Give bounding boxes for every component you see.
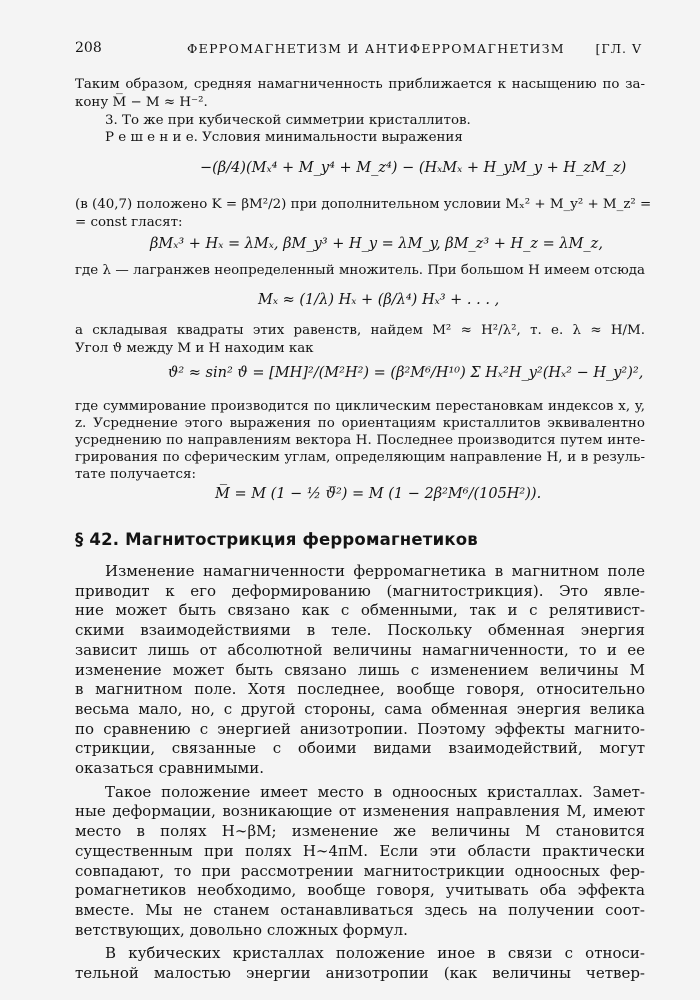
equation-minimum-condition: −(β/4)(Mₓ⁴ + M_y⁴ + M_z⁴) − (HₓMₓ + H_yM_y + H_zM_z) [200, 160, 627, 176]
chapter-marker: [ГЛ. V [595, 41, 642, 56]
paragraph-line: Изменение намагниченности ферромагнетика в магнитном поле [105, 562, 645, 580]
text-line: кону M̅ − M ≈ H⁻². [75, 95, 208, 110]
paragraph-line: изменение может быть связано лишь с изменением величины M [75, 660, 645, 679]
paragraph-line: в магнитном поле. Хотя последнее, вообще говоря, относительно [75, 680, 645, 699]
paragraph-line: ные деформации, возникающие от изменения направления M, имеют [75, 802, 645, 821]
paragraph-line: место в полях H∼βM; изменение же величины M становится [75, 822, 645, 841]
paragraph-line: существенным при полях H∼4πM. Если эти области практически [75, 841, 645, 860]
text-line: Таким образом, средняя намагниченность приближается к насыщению по за- [75, 77, 645, 92]
section-title: § 42. Магнитострикция ферромагнетиков [75, 530, 478, 549]
paragraph-line: зависит лишь от абсолютной величины намагниченности, то и ее [75, 640, 645, 659]
paragraph-line: В кубических кристаллах положение иное в связи с относи- [105, 944, 645, 963]
paragraph-line: стрикции, связанные с обоими видами взаимодействий, могут [75, 739, 645, 758]
running-title: ФЕРРОМАГНЕТИЗМ И АНТИФЕРРОМАГНЕТИЗМ [187, 41, 565, 56]
text-line: усреднению по направлениям вектора H. Последнее производится путем инте- [75, 433, 645, 448]
paragraph-line: оказаться сравнимыми. [75, 759, 264, 777]
text-line: а складывая квадраты этих равенств, найдем M² ≈ H²/λ², т. е. λ ≈ H/M. [75, 323, 645, 338]
equation-lagrange-system: βMₓ³ + Hₓ = λMₓ, βM_y³ + H_y = λM_y, βM_z³ + H_z = λM_z, [150, 236, 603, 252]
paragraph-line: весьма мало, но, с другой стороны, сама обменная энергия велика [75, 699, 645, 718]
problem-heading: 3. То же при кубической симметрии кристаллитов. [105, 113, 471, 128]
text-line: Угол ϑ между M и H находим как [75, 341, 314, 356]
text-line: (в (40,7) положено K = βM²/2) при дополнительном условии Mₓ² + M_y² + M_z² = [75, 197, 652, 212]
paragraph-line: ромагнетиков необходимо, вообще говоря, учитывать оба эффекта [75, 881, 645, 900]
text-line: z. Усреднение этого выражения по ориентациям кристаллитов эквивалентно [75, 416, 645, 431]
paragraph-line: вместе. Мы не станем останавливаться здесь на получении соот- [75, 900, 645, 919]
equation-mx-approx: Mₓ ≈ (1/λ) Hₓ + (β/λ⁴) Hₓ³ + . . . , [258, 292, 500, 308]
paragraph-line: по сравнению с энергией анизотропии. Поэтому эффекты магнито- [75, 719, 645, 738]
paragraph-line: ветствующих, довольно сложных формул. [75, 920, 408, 939]
text-line: грирования по сферическим углам, определяющим направление H, и в резуль- [75, 450, 645, 465]
page-number: 208 [75, 40, 102, 56]
equation-mean-magnetization: M̅ = M (1 − ½ ϑ̅²) = M (1 − 2β²M⁶/(105H²)). [215, 486, 542, 502]
paragraph-line: приводит к его деформированию (магнитострикция). Это явле- [75, 581, 645, 600]
paragraph-line: скими взаимодействиями в теле. Поскольку обменная энергия [75, 621, 645, 640]
paragraph-line: ние может быть связано как с обменными, так и с релятивист- [75, 601, 645, 620]
text-line: = const гласят: [75, 215, 183, 230]
text-line: тате получается: [75, 467, 196, 482]
paragraph-line: совпадают, то при рассмотрении магнитострикции одноосных фер- [75, 861, 645, 880]
running-header [75, 40, 642, 60]
paragraph-line: тельной малостью энергии анизотропии (как величины четвер- [75, 964, 645, 982]
text-line: где суммирование производится по циклическим перестановкам индексов x, y, [75, 399, 645, 414]
solution-heading: Р е ш е н и е. Условия минимальности выражения [105, 130, 463, 145]
text-line: где λ — лагранжев неопределенный множитель. При большом H имеем отсюда [75, 263, 645, 278]
equation-angle-theta: ϑ² ≈ sin² ϑ = [MH]²/(M²H²) = (β²M⁶/H¹⁰) Σ Hₓ²H_y²(Hₓ² − H_y²)², [168, 365, 644, 381]
paragraph-line: Такое положение имеет место в одноосных кристаллах. Замет- [105, 782, 645, 801]
